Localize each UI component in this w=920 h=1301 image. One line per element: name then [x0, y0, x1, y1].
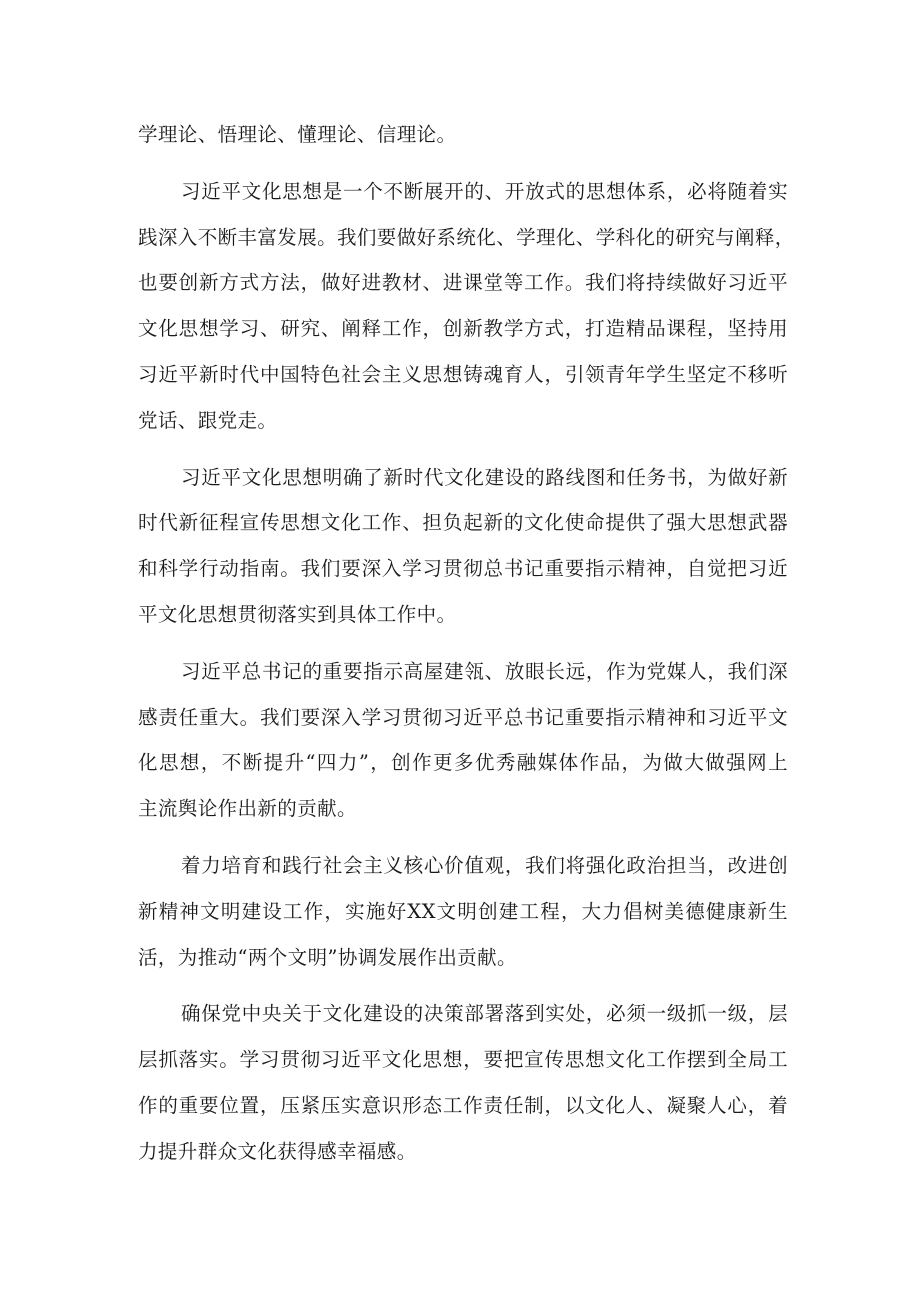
text-line: 作的重要位置，压紧压实意识形态工作责任制，以文化人、凝聚人心，着 [138, 1093, 788, 1117]
text-line: 层抓落实。学习贯彻习近平文化思想，要把宣传思想文化工作摆到全局工 [138, 1048, 788, 1072]
text-line: 学理论、悟理论、懂理论、信理论。 [138, 123, 457, 146]
paragraph [138, 169, 795, 444]
paragraph [138, 991, 788, 1174]
paragraph-gap [138, 158, 788, 169]
text-line: 文化思想学习、研究、阐释工作，创新教学方式，打造精品课程，坚持用 [138, 317, 788, 341]
paragraph [138, 455, 788, 638]
text-line: 和科学行动指南。我们要深入学习贯彻总书记重要指示精神，自觉把习近 [138, 557, 788, 581]
text-line: 时代新征程宣传思想文化工作、担负起新的文化使命提供了强大思想武器 [138, 511, 788, 535]
paragraph-gap [138, 638, 788, 649]
text-line: 化思想，不断提升“四力”，创作更多优秀融媒体作品，为做大做强网上 [138, 751, 788, 775]
paragraph [138, 649, 788, 832]
text-line: 习近平文化思想是一个不断展开的、开放式的思想体系，必将随着实 [181, 179, 788, 203]
text-line: 党话、跟党走。 [138, 408, 278, 432]
paragraph [138, 112, 788, 158]
text-line: 习近平文化思想明确了新时代文化建设的路线图和任务书，为做好新 [181, 465, 788, 489]
text-line: 也要创新方式方法，做好进教材、进课堂等工作。我们将持续做好习近平 [138, 271, 788, 295]
text-line: 新精神文明建设工作，实施好XX文明创建工程，大力倡树美德健康新生 [138, 899, 788, 923]
text-line: 感责任重大。我们要深入学习贯彻习近平总书记重要指示精神和习近平文 [138, 705, 788, 729]
text-line: 着力培育和践行社会主义核心价值观，我们将强化政治担当，改进创 [181, 853, 788, 877]
text-line: 活，为推动“两个文明”协调发展作出贡献。 [138, 945, 517, 969]
paragraph [138, 843, 788, 980]
text-line: 平文化思想贯彻落实到具体工作中。 [138, 602, 457, 626]
text-line: 主流舆论作出新的贡献。 [138, 797, 357, 821]
text-line: 确保党中央关于文化建设的决策部署落到实处，必须一级抓一级，层 [181, 1002, 788, 1026]
document-body [138, 112, 795, 1175]
text-line: 力提升群众文化获得感幸福感。 [138, 1139, 417, 1163]
paragraph-gap [138, 980, 788, 991]
text-line: 习近平新时代中国特色社会主义思想铸魂育人，引领青年学生坚定不移听 [138, 362, 788, 386]
paragraph-gap [138, 444, 788, 455]
text-line: 习近平总书记的重要指示高屋建瓴、放眼长远，作为党媒人，我们深 [181, 659, 788, 683]
paragraph-gap [138, 832, 788, 843]
text-line: 践深入不断丰富发展。我们要做好系统化、学理化、学科化的研究与阐释， [138, 225, 795, 249]
